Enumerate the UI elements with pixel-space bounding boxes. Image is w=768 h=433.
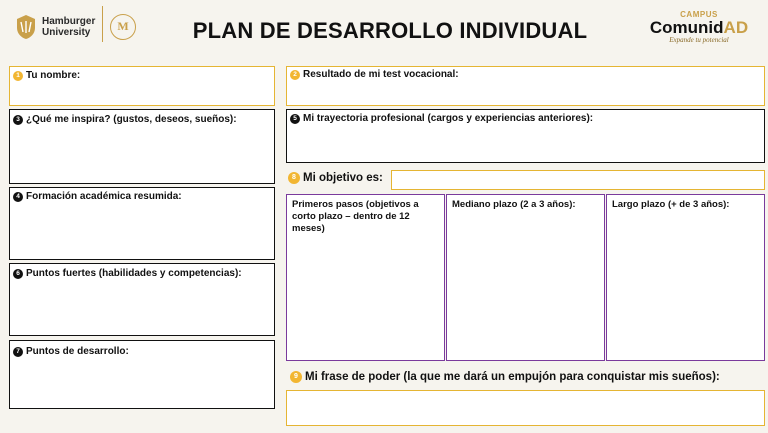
puntos-desarrollo-label-text: Puntos de desarrollo: — [26, 346, 129, 357]
largo-plazo-label: Largo plazo (+ de 3 años): — [612, 199, 730, 210]
m-logo-icon: M — [110, 14, 136, 40]
inspira-label — [13, 114, 237, 126]
trayectoria-label-text: Mi trayectoria profesional (cargos y experiencias anteriores): — [303, 113, 594, 124]
test-vocacional-label-text: Resultado de mi test vocacional: — [303, 69, 459, 80]
puntos-fuertes-label — [13, 268, 242, 280]
nombre-label — [13, 70, 80, 82]
step-number: 7 — [13, 347, 23, 357]
step-number: 4 — [13, 192, 23, 202]
objetivo-label — [288, 172, 383, 184]
mediano-plazo-label: Mediano plazo (2 a 3 años): — [452, 199, 576, 210]
puntos-desarrollo-label — [13, 346, 129, 358]
objetivo-label-text: Mi objetivo es: — [303, 172, 383, 184]
campus-label: CAMPUS — [680, 10, 718, 19]
hamburger-university-logo — [16, 12, 106, 46]
step-number: 5 — [290, 114, 300, 124]
step-number: 3 — [13, 115, 23, 125]
test-vocacional-label — [290, 69, 459, 81]
shield-icon — [16, 14, 36, 40]
page-title: PLAN DE DESARROLLO INDIVIDUAL — [192, 18, 588, 43]
step-number: 1 — [13, 71, 23, 81]
formacion-label-text: Formación académica resumida: — [26, 191, 182, 202]
step-number: 9 — [290, 371, 302, 383]
campus-wordmark-b: AD — [723, 18, 749, 37]
hu-line2: University — [42, 27, 91, 38]
trayectoria-label — [290, 113, 593, 125]
step-number: 2 — [290, 70, 300, 80]
formacion-label — [13, 191, 182, 203]
objetivo-field[interactable] — [391, 170, 765, 190]
corto-plazo-label: Primeros pasos (objetivos a corto plazo – dentro de 12 meses) — [292, 199, 419, 234]
nombre-label-text: Tu nombre: — [26, 70, 81, 81]
hu-line1: Hamburger — [42, 16, 96, 27]
header-divider — [102, 6, 103, 42]
inspira-label-text: ¿Qué me inspira? (gustos, deseos, sueños): — [26, 114, 237, 125]
campus-comunidad-logo — [644, 10, 754, 48]
frase-poder-label-text: Mi frase de poder (la que me dará un empujón para conquistar mis sueños): — [305, 371, 720, 383]
mediano-plazo-field[interactable] — [446, 194, 605, 361]
step-number: 8 — [288, 172, 300, 184]
largo-plazo-field[interactable] — [606, 194, 765, 361]
step-number: 6 — [13, 269, 23, 279]
hu-wordmark — [42, 16, 95, 38]
puntos-fuertes-label-text: Puntos fuertes (habilidades y competencias): — [26, 268, 242, 279]
campus-wordmark — [644, 19, 754, 36]
frase-poder-label — [290, 371, 720, 383]
frase-poder-field[interactable] — [286, 390, 765, 426]
campus-wordmark-a: Comunid — [649, 18, 724, 37]
campus-tagline: Expande tu potencial — [669, 36, 729, 44]
